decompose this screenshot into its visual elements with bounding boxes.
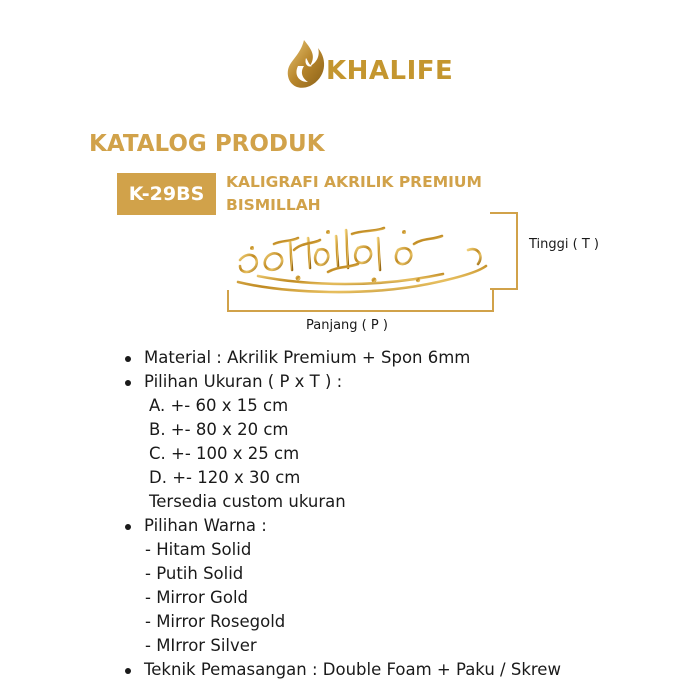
bullet-icon bbox=[125, 524, 131, 530]
flame-crescent-logo-icon bbox=[282, 36, 330, 92]
product-code-badge bbox=[117, 173, 216, 215]
color-option: - Hitam Solid bbox=[145, 540, 252, 559]
color-option: - Mirror Gold bbox=[145, 588, 248, 607]
material-spec: Material : Akrilik Premium + Spon 6mm bbox=[144, 348, 471, 367]
size-heading: Pilihan Ukuran ( P x T ) : bbox=[144, 372, 343, 391]
custom-size-note: Tersedia custom ukuran bbox=[149, 492, 346, 511]
height-label: Tinggi ( T ) bbox=[529, 237, 599, 252]
product-title bbox=[226, 171, 482, 217]
height-dimension-bracket bbox=[490, 212, 518, 290]
brand-name: KHALIFE bbox=[326, 56, 454, 86]
color-heading: Pilihan Warna : bbox=[144, 516, 267, 535]
bullet-icon bbox=[125, 668, 131, 674]
spec-list bbox=[125, 346, 561, 682]
size-option: A. +- 60 x 15 cm bbox=[149, 396, 289, 415]
bullet-icon bbox=[125, 356, 131, 362]
installation-spec: Teknik Pemasangan : Double Foam + Paku / Skrew bbox=[144, 660, 561, 679]
product-title-line1: KALIGRAFI AKRILIK PREMIUM bbox=[226, 173, 482, 191]
length-dimension-bracket bbox=[227, 290, 494, 312]
size-option: B. +- 80 x 20 cm bbox=[149, 420, 289, 439]
size-option: C. +- 100 x 25 cm bbox=[149, 444, 300, 463]
list-item bbox=[125, 346, 471, 370]
list-item bbox=[125, 514, 346, 538]
bullet-icon bbox=[125, 380, 131, 386]
color-option: - Putih Solid bbox=[145, 564, 244, 583]
color-option: - Mirror Rosegold bbox=[145, 612, 286, 631]
length-label: Panjang ( P ) bbox=[306, 318, 388, 333]
size-option: D. +- 120 x 30 cm bbox=[149, 468, 301, 487]
catalog-heading: KATALOG PRODUK bbox=[89, 131, 325, 157]
brand-logo bbox=[282, 36, 454, 94]
list-item bbox=[125, 370, 346, 394]
bismillah-calligraphy-image bbox=[228, 220, 490, 298]
color-option: - MIrror Silver bbox=[145, 636, 257, 655]
list-item bbox=[125, 658, 561, 682]
product-title-line2: BISMILLAH bbox=[226, 196, 321, 214]
product-code: K-29BS bbox=[128, 183, 205, 205]
